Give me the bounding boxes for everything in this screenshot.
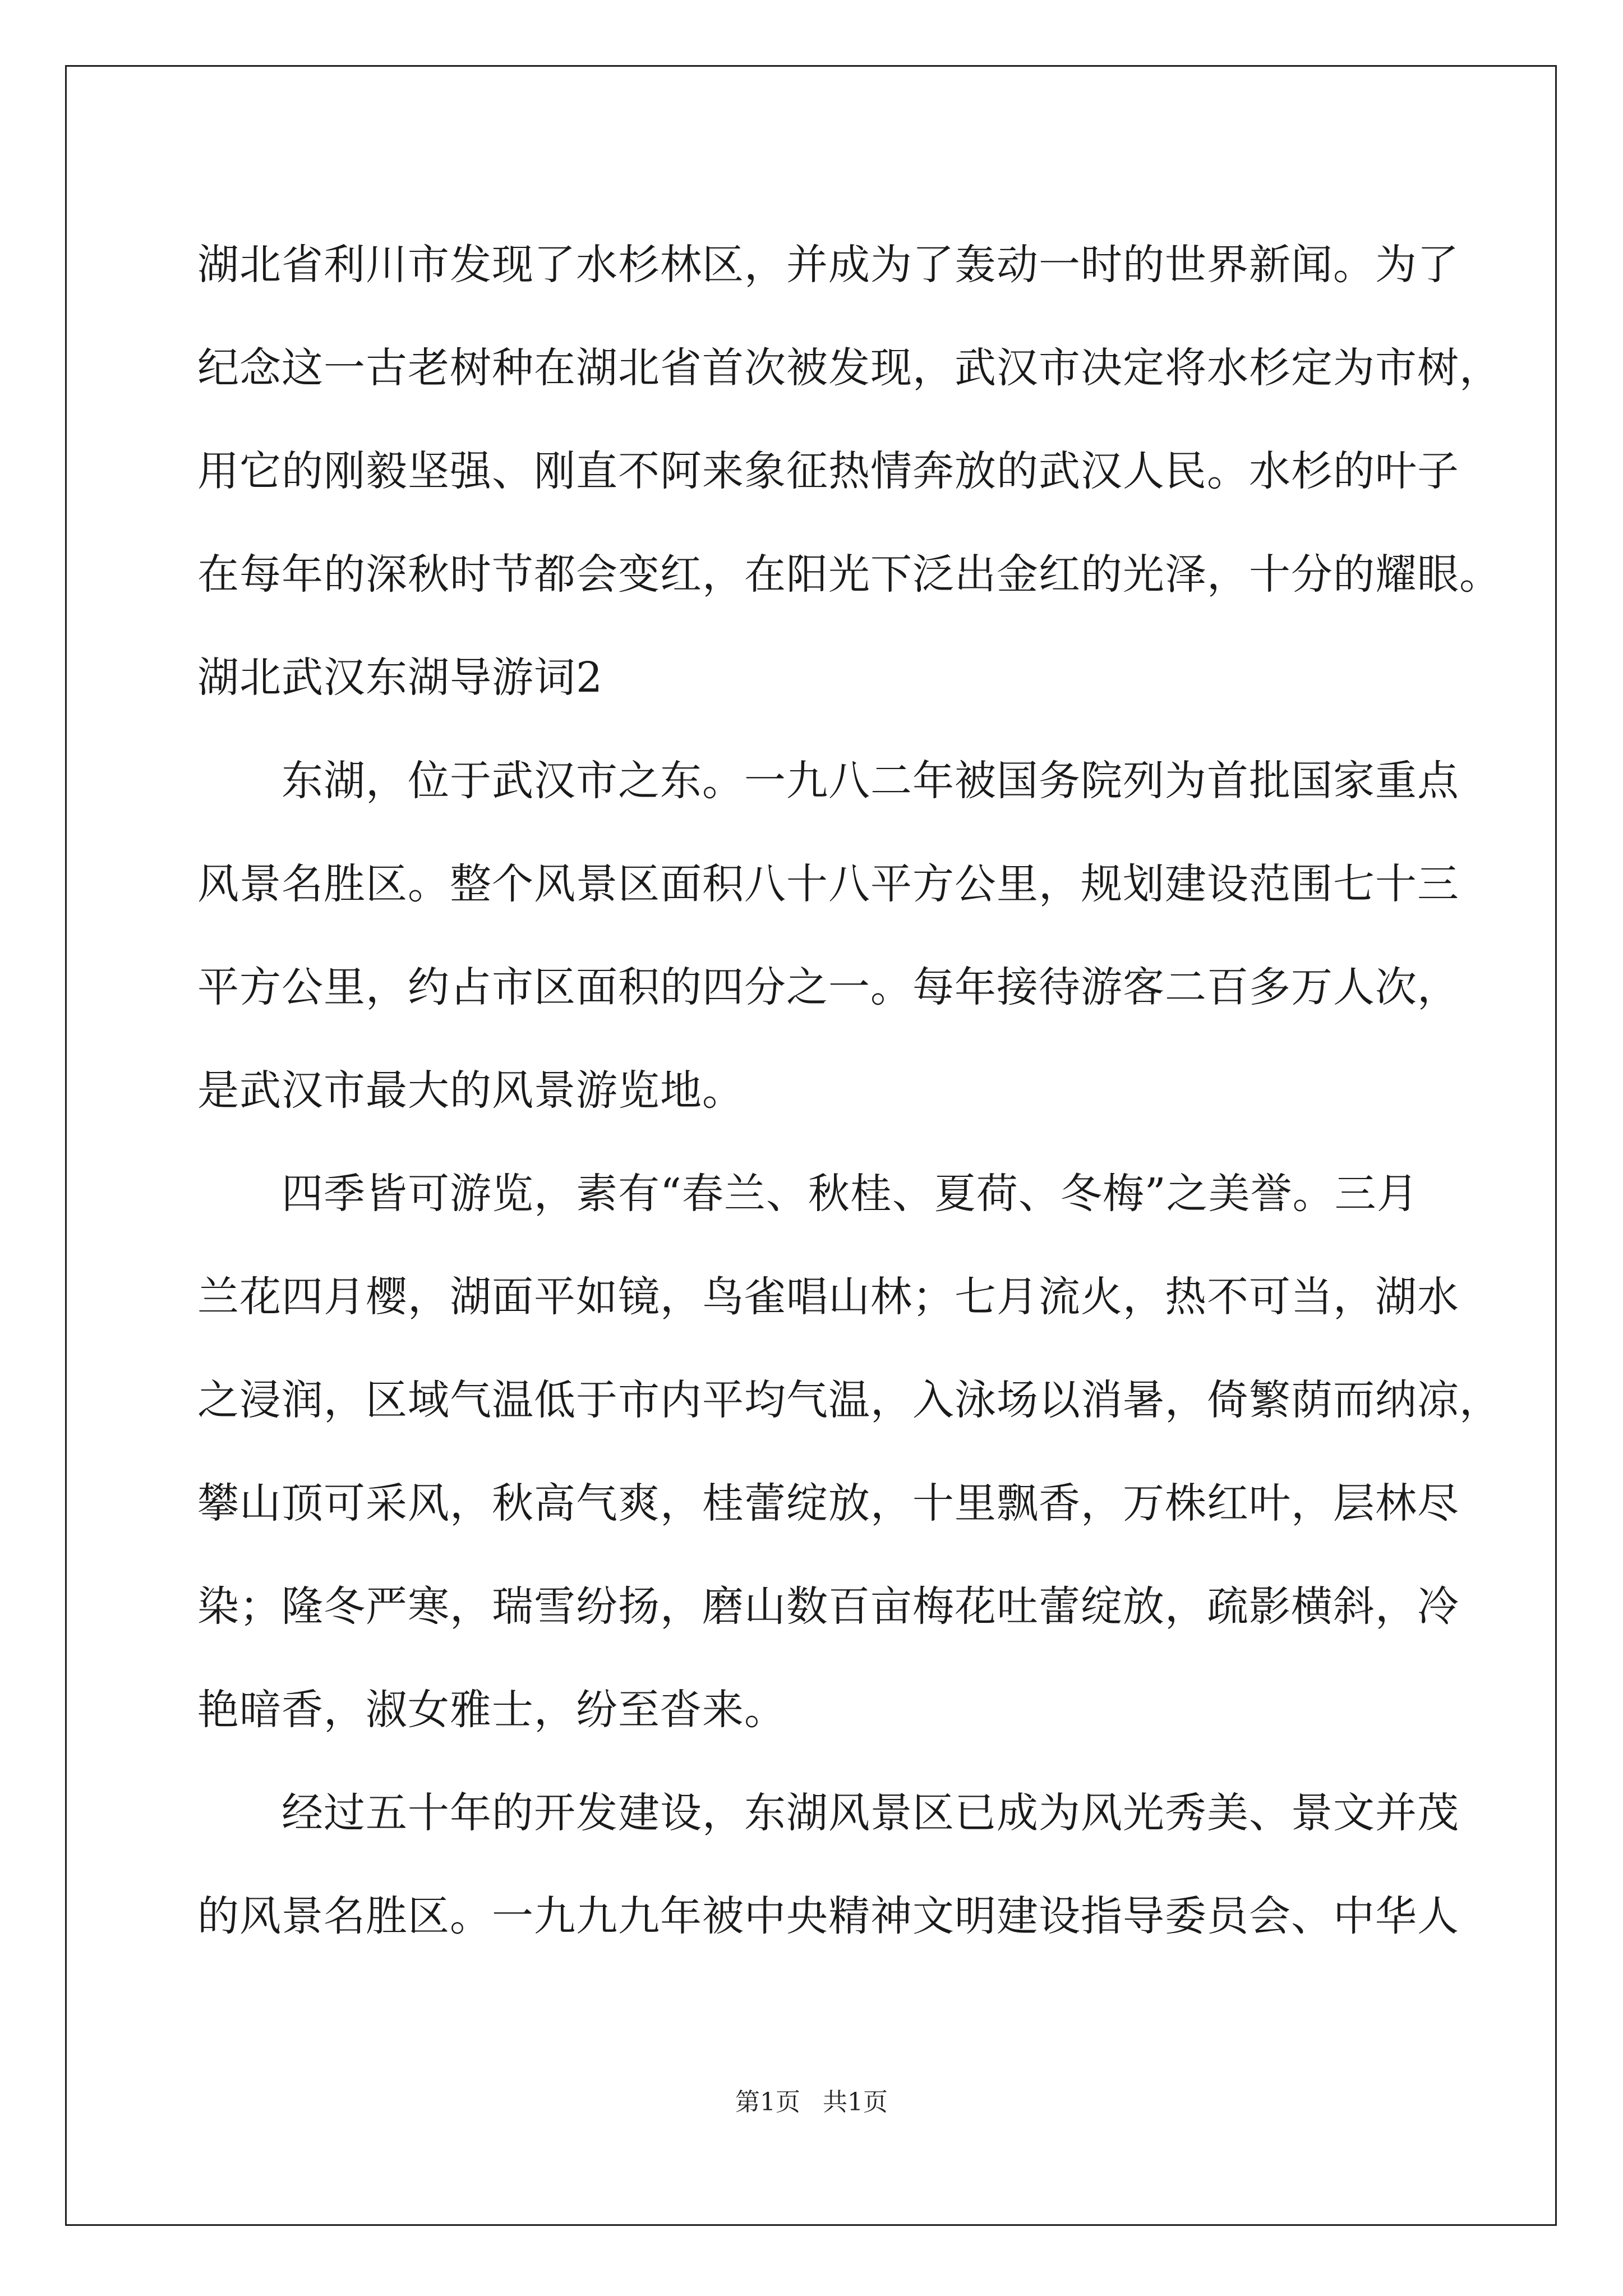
text-line: 用它的刚毅坚强、刚直不阿来象征热情奔放的武汉人民。水杉的叶子 (197, 447, 1459, 495)
text-line: 攀山顶可采风，秋高气爽，桂蕾绽放，十里飘香，万株红叶，层林尽 (197, 1479, 1459, 1527)
text-line: 染；隆冬严寒，瑞雪纷扬，磨山数百亩梅花吐蕾绽放，疏影横斜，冷 (197, 1582, 1459, 1631)
text-line: 风景名胜区。整个风景区面积八十八平方公里，规划建设范围七十三 (197, 860, 1459, 908)
text-line: 的风景名胜区。一九九九年被中央精神文明建设指导委员会、中华人 (197, 1892, 1459, 1940)
text-line: 之浸润，区域气温低于市内平均气温，入泳场以消暑，倚繁荫而纳凉， (197, 1376, 1501, 1424)
text-line: 四季皆可游览，素有“春兰、秋桂、夏荷、冬梅”之美誉。三月 (282, 1170, 1419, 1218)
page-total: 共1页 (823, 2088, 888, 2116)
page-footer (0, 2086, 1623, 2119)
text-line: 艳暗香，淑女雅士，纷至沓来。 (197, 1686, 786, 1734)
section-heading: 湖北武汉东湖导游词2 (197, 654, 603, 702)
text-line: 东湖，位于武汉市之东。一九八二年被国务院列为首批国家重点 (282, 757, 1459, 805)
text-line: 兰花四月樱，湖面平如镜，鸟雀唱山林；七月流火，热不可当，湖水 (197, 1273, 1459, 1321)
text-line: 湖北省利川市发现了水杉林区，并成为了轰动一时的世界新闻。为了 (197, 241, 1459, 289)
document-body (197, 213, 1501, 1968)
text-line: 纪念这一古老树种在湖北省首次被发现，武汉市决定将水杉定为市树， (197, 344, 1501, 392)
text-line: 平方公里，约占市区面积的四分之一。每年接待游客二百多万人次， (197, 963, 1459, 1011)
page-number: 第1页 (735, 2088, 800, 2116)
text-line: 是武汉市最大的风景游览地。 (197, 1066, 744, 1115)
text-line: 在每年的深秋时节都会变红，在阳光下泛出金红的光泽，十分的耀眼。 (197, 550, 1501, 599)
text-line: 经过五十年的开发建设，东湖风景区已成为风光秀美、景文并茂 (282, 1789, 1459, 1837)
